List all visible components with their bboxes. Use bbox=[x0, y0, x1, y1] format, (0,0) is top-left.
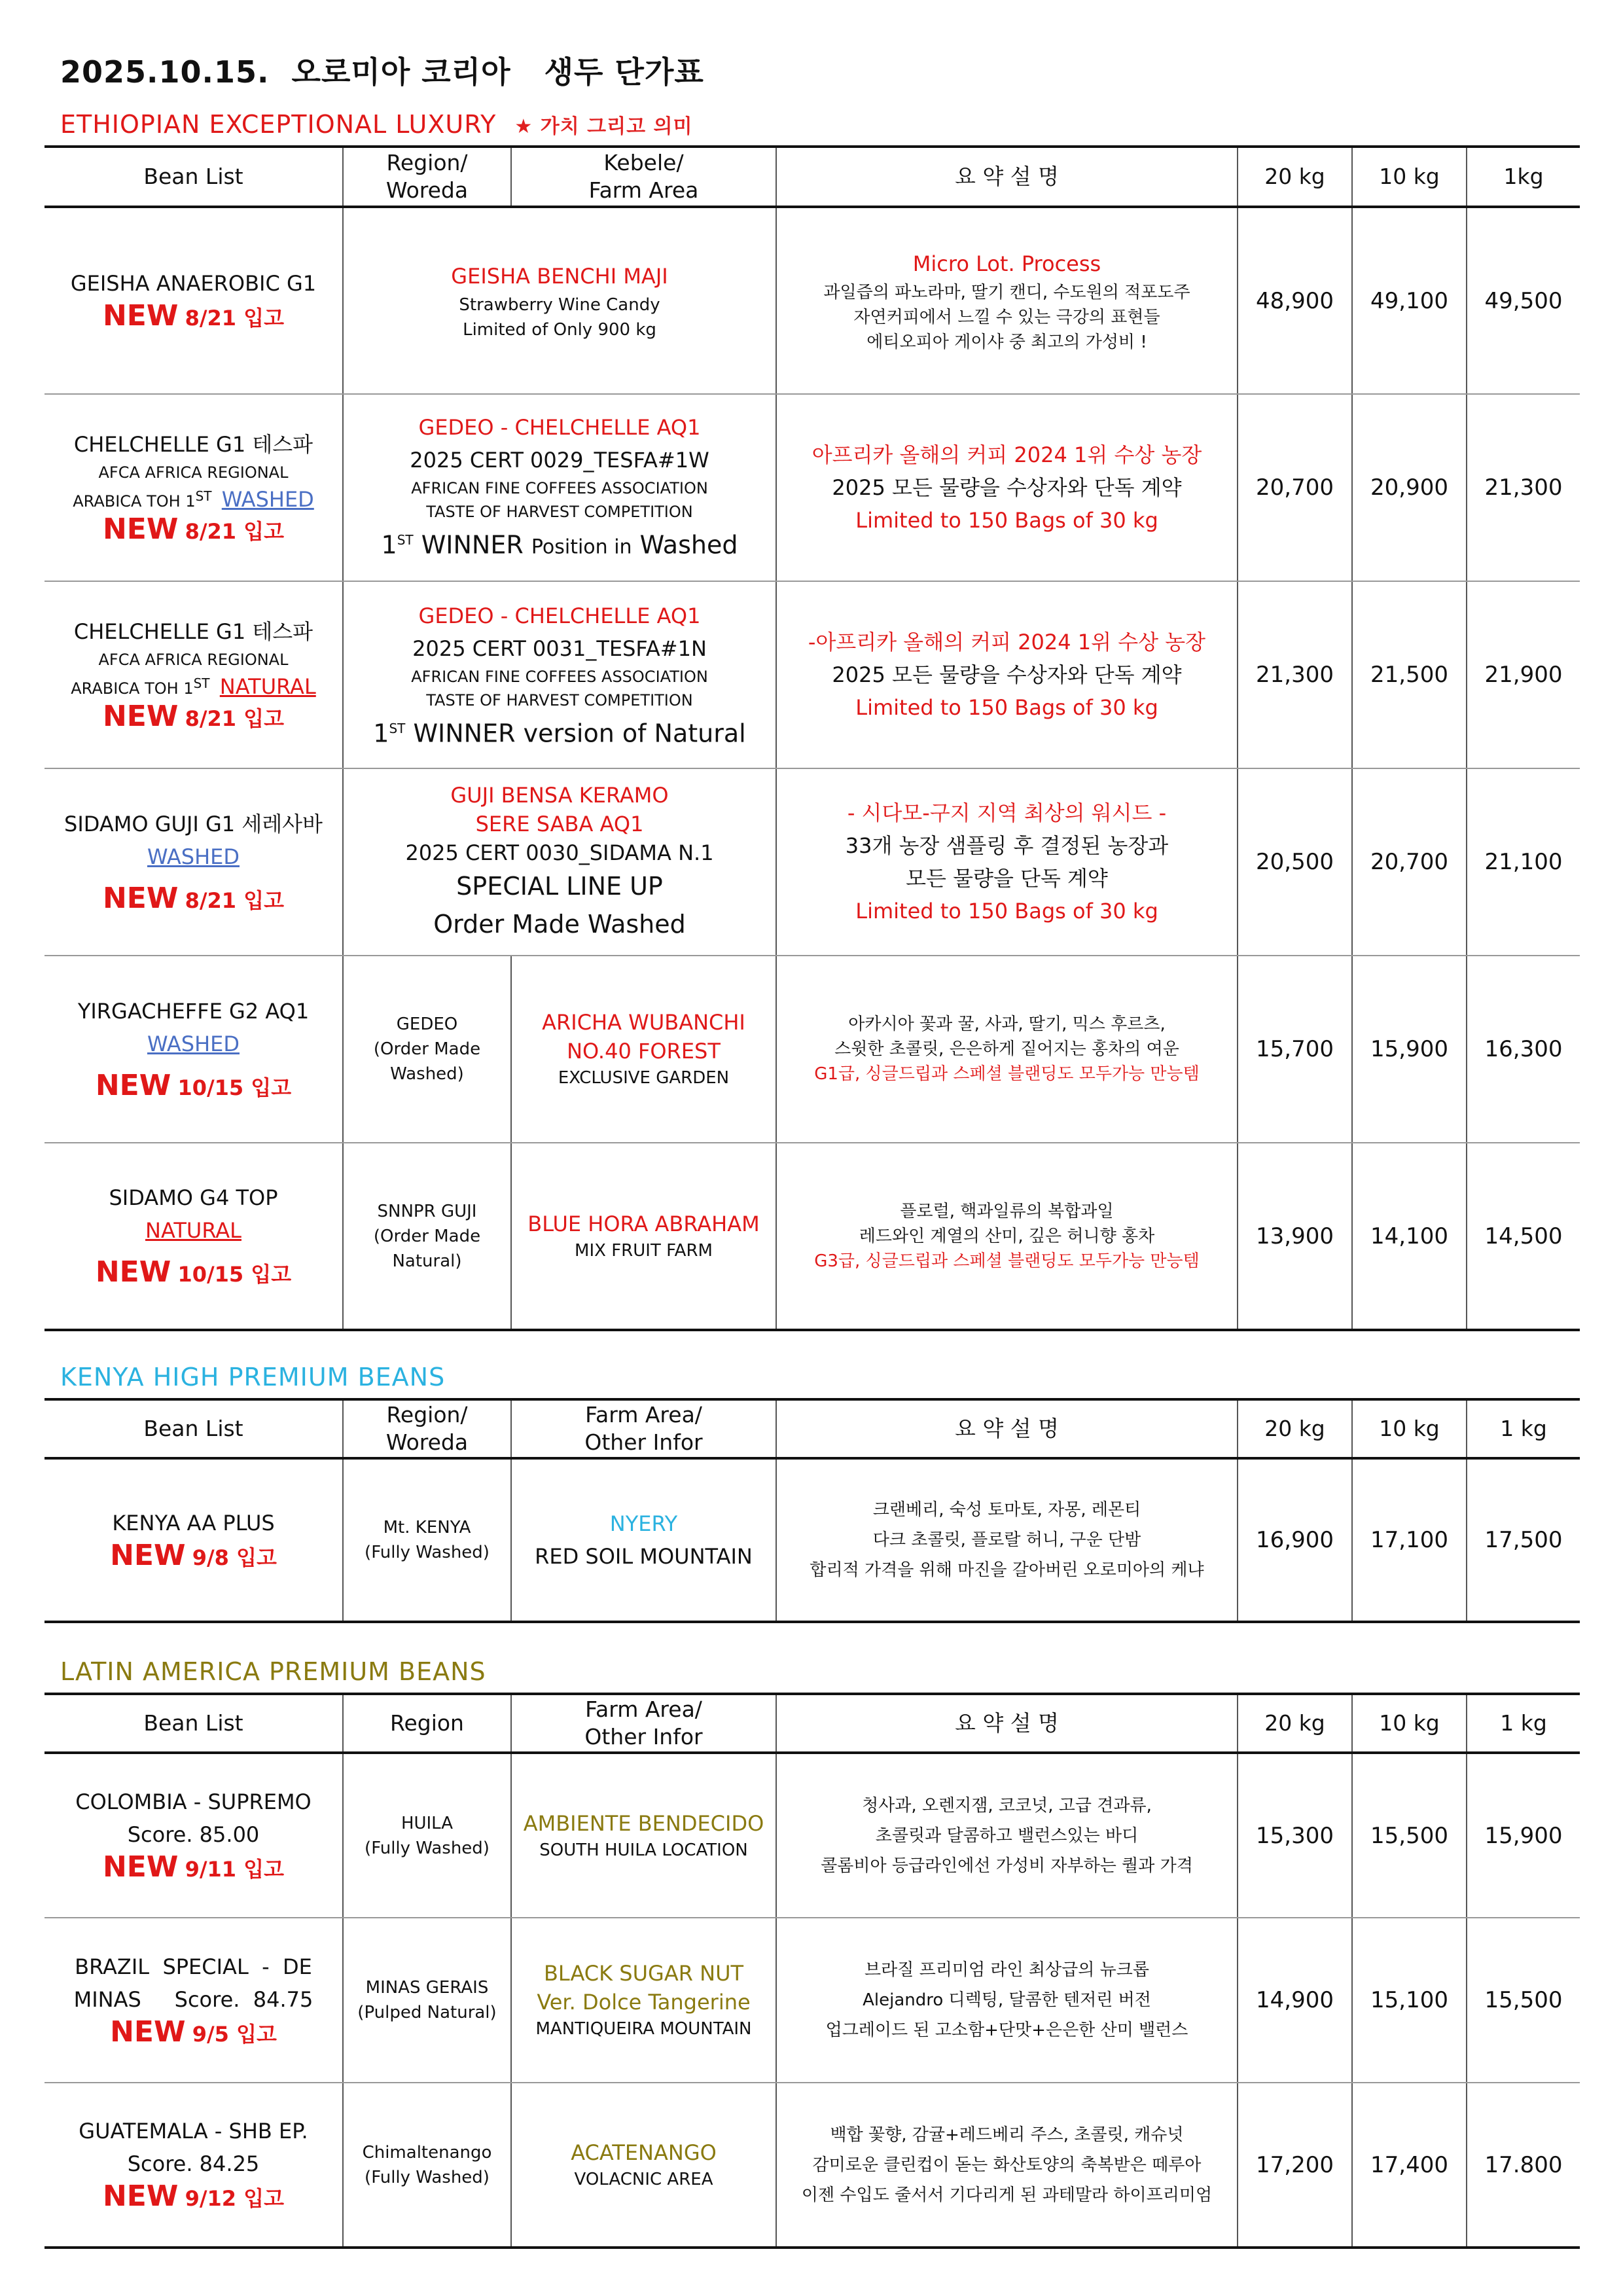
header-20kg: 20 kg bbox=[1238, 147, 1352, 207]
bean-name: BRAZIL SPECIAL - DE bbox=[75, 1954, 312, 1979]
desc-line: 33개 농장 샘플링 후 결정된 농장과 bbox=[845, 833, 1169, 858]
page-title: 2025.10.15. 오로미아 코리아 생두 단가표 bbox=[60, 54, 704, 90]
region-farm-cell bbox=[343, 768, 776, 956]
farm-name: NO.40 FOREST bbox=[567, 1039, 721, 1064]
region-cell bbox=[343, 1458, 511, 1622]
farm-name: BLUE HORA ABRAHAM bbox=[527, 1211, 760, 1236]
section-heading-latin-america bbox=[60, 1657, 486, 1686]
price-20kg: 14,900 bbox=[1238, 1918, 1352, 2083]
desc-line: 다크 초콜릿, 플로랄 허니, 구운 단밤 bbox=[872, 1530, 1141, 1550]
desc-line: 업그레이드 된 고소함+단맛+은은한 산미 밸런스 bbox=[825, 2020, 1188, 2040]
cert-number: 2025 CERT 0031_TESFA#1N bbox=[412, 636, 707, 662]
process-label: WASHED bbox=[221, 486, 314, 512]
farm-info: VOLACNIC AREA bbox=[574, 2169, 713, 2189]
desc-line: G3급, 싱글드립과 스페셜 블랜딩도 모두가능 만능템 bbox=[814, 1251, 1200, 1271]
header-description: 요 약 설 명 bbox=[776, 1694, 1238, 1753]
price-20kg: 15,700 bbox=[1238, 956, 1352, 1143]
new-badge: NEW bbox=[102, 1850, 179, 1884]
section-title: KENYA HIGH PREMIUM BEANS bbox=[60, 1363, 446, 1391]
farm-name: ACATENANGO bbox=[571, 2140, 717, 2165]
section-title: LATIN AMERICA PREMIUM BEANS bbox=[60, 1657, 486, 1686]
region-line: (Order Made bbox=[373, 1039, 481, 1059]
region-line: Chimaltenango bbox=[362, 2142, 492, 2162]
award-text: Position in bbox=[531, 535, 632, 559]
table-row bbox=[45, 207, 1580, 394]
region-cell bbox=[343, 1143, 511, 1330]
desc-line: Limited to 150 Bags of 30 kg bbox=[855, 695, 1158, 720]
farm-cell bbox=[511, 1143, 776, 1330]
description-cell bbox=[776, 1143, 1238, 1330]
arrival-date: 8/21 입고 bbox=[185, 706, 285, 731]
price-10kg: 17,100 bbox=[1352, 1458, 1467, 1622]
desc-line: Limited to 150 Bags of 30 kg bbox=[855, 508, 1158, 533]
region-line: (Fully Washed) bbox=[365, 1838, 490, 1858]
bean-name: CHELCHELLE G1 테스파 bbox=[73, 431, 313, 457]
price-table-ethiopia bbox=[45, 145, 1580, 1331]
desc-line: 초콜릿과 달콤하고 밸런스있는 바디 bbox=[875, 1825, 1139, 1846]
ordinal-sup: ST bbox=[193, 675, 210, 691]
farm-name: BLACK SUGAR NUT bbox=[543, 1961, 744, 1986]
region-farm-cell bbox=[343, 581, 776, 768]
region-line: GEDEO bbox=[396, 1014, 458, 1034]
region-farm-cell bbox=[343, 394, 776, 581]
bean-origin: ARABICA TOH 1 bbox=[71, 679, 194, 698]
price-1kg: 15,500 bbox=[1467, 1918, 1580, 2083]
desc-line: 레드와인 계열의 산미, 깊은 허니향 홍차 bbox=[859, 1226, 1155, 1246]
section-title: ETHIOPIAN EXCEPTIONAL LUXURY bbox=[60, 110, 497, 139]
farm-info: AFRICAN FINE COFFEES ASSOCIATION bbox=[411, 479, 708, 498]
header-20kg: 20 kg bbox=[1238, 1694, 1352, 1753]
award-rank: 1 bbox=[381, 530, 397, 560]
header-description: 요 약 설 명 bbox=[776, 147, 1238, 207]
desc-line: - 시다모-구지 지역 최상의 워시드 - bbox=[847, 800, 1167, 825]
desc-line: 에티오피아 게이샤 중 최고의 가성비 ! bbox=[866, 332, 1147, 352]
table-row bbox=[45, 2083, 1580, 2248]
header-farm: Kebele/ Farm Area bbox=[511, 147, 776, 207]
bean-origin: ARABICA TOH 1 bbox=[73, 492, 196, 511]
farm-name: AMBIENTE BENDECIDO bbox=[523, 1810, 764, 1836]
header-bean-list: Bean List bbox=[45, 1399, 343, 1458]
farm-name: GEDEO - CHELCHELLE AQ1 bbox=[418, 415, 701, 440]
cert-number: 2025 CERT 0030_SIDAMA N.1 bbox=[405, 840, 714, 865]
region-farm-cell bbox=[343, 207, 776, 394]
price-1kg: 21,300 bbox=[1467, 394, 1580, 581]
farm-info: SOUTH HUILA LOCATION bbox=[539, 1840, 748, 1860]
price-10kg: 20,700 bbox=[1352, 768, 1467, 956]
farm-info: Limited of Only 900 kg bbox=[463, 319, 656, 340]
arrival-date: 8/21 입고 bbox=[185, 888, 285, 913]
new-badge: NEW bbox=[95, 1068, 171, 1102]
section-subtitle: ★ 가치 그리고 의미 bbox=[514, 115, 693, 138]
region-line: (Pulped Natural) bbox=[357, 2003, 497, 2022]
farm-name: GEISHA BENCHI MAJI bbox=[451, 263, 668, 289]
desc-line: 아카시아 꽃과 꿀, 사과, 딸기, 믹스 후르츠, bbox=[848, 1014, 1166, 1034]
arrival-date: 8/21 입고 bbox=[185, 306, 285, 331]
new-badge: NEW bbox=[110, 1538, 186, 1572]
bean-name: SIDAMO GUJI G1 세레사바 bbox=[64, 811, 323, 836]
farm-name: ARICHA WUBANCHI bbox=[542, 1010, 745, 1035]
region-cell bbox=[343, 1753, 511, 1918]
table-row bbox=[45, 394, 1580, 581]
header-1kg: 1 kg bbox=[1467, 1694, 1580, 1753]
price-10kg: 14,100 bbox=[1352, 1143, 1467, 1330]
new-badge: NEW bbox=[110, 2015, 186, 2049]
desc-line: Micro Lot. Process bbox=[912, 251, 1101, 276]
process-label: WASHED bbox=[147, 1031, 240, 1056]
price-20kg: 20,500 bbox=[1238, 768, 1352, 956]
table-row bbox=[45, 1458, 1580, 1622]
desc-line: -아프리카 올해의 커피 2024 1위 수상 농장 bbox=[808, 630, 1206, 655]
farm-info: MANTIQUEIRA MOUNTAIN bbox=[535, 2019, 752, 2039]
bean-cell bbox=[45, 1143, 343, 1330]
price-20kg: 15,300 bbox=[1238, 1753, 1352, 1918]
farm-name: Ver. Dolce Tangerine bbox=[537, 1990, 751, 2015]
ordinal-sup: ST bbox=[397, 532, 414, 548]
award-text: WINNER version of Natural bbox=[413, 719, 746, 748]
desc-line: 이젠 수입도 줄서서 기다리게 된 과테말라 하이프리미엄 bbox=[801, 2185, 1213, 2205]
desc-line: 브라질 프리미엄 라인 최상급의 뉴크롭 bbox=[865, 1960, 1149, 1980]
desc-line: 자연커피에서 느낄 수 있는 극강의 표현들 bbox=[853, 307, 1160, 327]
desc-line: 백합 꽃향, 감귤+레드베리 주스, 초콜릿, 캐슈넛 bbox=[830, 2125, 1184, 2145]
description-cell bbox=[776, 1918, 1238, 2083]
table-row bbox=[45, 1143, 1580, 1330]
arrival-date: 10/15 입고 bbox=[177, 1262, 292, 1287]
cert-number: 2025 CERT 0029_TESFA#1W bbox=[410, 448, 709, 473]
farm-name: SERE SABA AQ1 bbox=[475, 812, 644, 836]
desc-line: 2025 모든 물량을 수상자와 단독 계약 bbox=[832, 475, 1182, 500]
bean-cell bbox=[45, 956, 343, 1143]
farm-info: AFRICAN FINE COFFEES ASSOCIATION bbox=[411, 668, 708, 687]
description-cell bbox=[776, 2083, 1238, 2248]
bean-name: COLOMBIA - SUPREMO bbox=[75, 1789, 312, 1814]
bean-cell bbox=[45, 1753, 343, 1918]
price-1kg: 16,300 bbox=[1467, 956, 1580, 1143]
bean-score: Score. 85.00 bbox=[127, 1822, 260, 1847]
description-cell bbox=[776, 207, 1238, 394]
bean-cell bbox=[45, 1458, 343, 1622]
arrival-date: 9/11 입고 bbox=[185, 1857, 285, 1882]
price-20kg: 20,700 bbox=[1238, 394, 1352, 581]
farm-cell bbox=[511, 2083, 776, 2248]
line-info: Order Made Washed bbox=[433, 910, 686, 939]
header-bean-list: Bean List bbox=[45, 147, 343, 207]
ordinal-sup: ST bbox=[195, 488, 212, 504]
bean-name: GEISHA ANAEROBIC G1 bbox=[70, 271, 317, 296]
award-text: Washed bbox=[639, 530, 738, 560]
price-20kg: 16,900 bbox=[1238, 1458, 1352, 1622]
region-cell bbox=[343, 1918, 511, 2083]
bean-origin: AFCA AFRICA REGIONAL bbox=[98, 650, 289, 669]
price-10kg: 15,900 bbox=[1352, 956, 1467, 1143]
farm-info: RED SOIL MOUNTAIN bbox=[535, 1544, 753, 1569]
line-info: SPECIAL LINE UP bbox=[456, 872, 663, 901]
desc-line: Limited to 150 Bags of 30 kg bbox=[855, 899, 1158, 924]
desc-line: 콜롬비아 등급라인에선 가성비 자부하는 퀄과 가격 bbox=[821, 1856, 1193, 1876]
price-10kg: 17,400 bbox=[1352, 2083, 1467, 2248]
desc-line: 과일즙의 파노라마, 딸기 캔디, 수도원의 적포도주 bbox=[823, 282, 1190, 302]
region-cell bbox=[343, 956, 511, 1143]
desc-line: 청사과, 오렌지잼, 코코넛, 고급 견과류, bbox=[862, 1795, 1152, 1816]
arrival-date: 9/5 입고 bbox=[192, 2021, 277, 2047]
bean-name: CHELCHELLE G1 테스파 bbox=[73, 619, 313, 644]
region-line: (Fully Washed) bbox=[365, 2167, 490, 2187]
bean-cell bbox=[45, 1918, 343, 2083]
bean-name: YIRGACHEFFE G2 AQ1 bbox=[77, 998, 310, 1024]
table-row bbox=[45, 1918, 1580, 2083]
new-badge: NEW bbox=[95, 1255, 171, 1289]
price-10kg: 15,500 bbox=[1352, 1753, 1467, 1918]
description-cell bbox=[776, 1458, 1238, 1622]
award-rank: 1 bbox=[373, 719, 389, 748]
region-line: HUILA bbox=[401, 1813, 454, 1833]
table-row bbox=[45, 768, 1580, 956]
header-bean-list: Bean List bbox=[45, 1694, 343, 1753]
price-1kg: 14,500 bbox=[1467, 1143, 1580, 1330]
desc-line: 크랜베리, 숙성 토마토, 자몽, 레몬티 bbox=[872, 1500, 1141, 1520]
price-table-latin-america bbox=[45, 1693, 1580, 2249]
price-table-kenya bbox=[45, 1398, 1580, 1623]
new-badge: NEW bbox=[102, 299, 179, 332]
price-1kg: 21,100 bbox=[1467, 768, 1580, 956]
new-badge: NEW bbox=[102, 2179, 179, 2213]
price-1kg: 21,900 bbox=[1467, 581, 1580, 768]
region-cell bbox=[343, 2083, 511, 2248]
desc-line: 아프리카 올해의 커피 2024 1위 수상 농장 bbox=[812, 442, 1202, 467]
farm-cell bbox=[511, 956, 776, 1143]
price-1kg: 49,500 bbox=[1467, 207, 1580, 394]
new-badge: NEW bbox=[102, 512, 179, 546]
header-region: Region/ Woreda bbox=[343, 147, 511, 207]
header-description: 요 약 설 명 bbox=[776, 1399, 1238, 1458]
farm-info: Strawberry Wine Candy bbox=[459, 295, 660, 315]
process-label: NATURAL bbox=[145, 1218, 241, 1243]
description-cell bbox=[776, 1753, 1238, 1918]
header-10kg: 10 kg bbox=[1352, 1694, 1467, 1753]
price-10kg: 15,100 bbox=[1352, 1918, 1467, 2083]
bean-name: GUATEMALA - SHB EP. bbox=[79, 2119, 308, 2144]
header-10kg: 10 kg bbox=[1352, 147, 1467, 207]
bean-cell bbox=[45, 581, 343, 768]
header-farm: Farm Area/ Other Infor bbox=[511, 1694, 776, 1753]
farm-cell bbox=[511, 1753, 776, 1918]
table-row bbox=[45, 1753, 1580, 1918]
new-badge: NEW bbox=[102, 699, 179, 733]
table-row bbox=[45, 581, 1580, 768]
farm-info: EXCLUSIVE GARDEN bbox=[558, 1068, 730, 1088]
bean-origin: AFCA AFRICA REGIONAL bbox=[98, 463, 289, 482]
farm-info: TASTE OF HARVEST COMPETITION bbox=[426, 503, 693, 522]
bean-cell bbox=[45, 207, 343, 394]
arrival-date: 9/8 입고 bbox=[192, 1545, 277, 1570]
price-20kg: 13,900 bbox=[1238, 1143, 1352, 1330]
farm-info: TASTE OF HARVEST COMPETITION bbox=[426, 691, 693, 710]
farm-name: GEDEO - CHELCHELLE AQ1 bbox=[418, 603, 701, 629]
description-cell bbox=[776, 581, 1238, 768]
region-line: SNNPR GUJI bbox=[377, 1201, 477, 1221]
desc-line: 합리적 가격을 위해 마진을 갈아버린 오로미아의 케냐 bbox=[810, 1560, 1204, 1580]
table-row bbox=[45, 956, 1580, 1143]
price-1kg: 17.800 bbox=[1467, 2083, 1580, 2248]
bean-cell bbox=[45, 2083, 343, 2248]
price-10kg: 20,900 bbox=[1352, 394, 1467, 581]
price-10kg: 21,500 bbox=[1352, 581, 1467, 768]
ordinal-sup: ST bbox=[389, 721, 406, 737]
section-heading-kenya bbox=[60, 1363, 445, 1391]
section-heading-ethiopia bbox=[60, 110, 693, 139]
desc-line: 스윗한 초콜릿, 은은하게 짙어지는 홍차의 여운 bbox=[834, 1039, 1179, 1059]
farm-name: NYERY bbox=[609, 1511, 678, 1536]
region-line: MINAS GERAIS bbox=[365, 1978, 489, 1998]
arrival-date: 10/15 입고 bbox=[177, 1075, 292, 1100]
bean-cell bbox=[45, 768, 343, 956]
desc-line: 모든 물량을 단독 계약 bbox=[906, 866, 1108, 891]
bean-score: MINAS Score. 84.75 bbox=[73, 1986, 313, 2012]
bean-name: KENYA AA PLUS bbox=[112, 1510, 275, 1535]
region-line: Mt. KENYA bbox=[383, 1518, 471, 1537]
bean-name: SIDAMO G4 TOP bbox=[109, 1185, 278, 1210]
desc-line: 2025 모든 물량을 수상자와 단독 계약 bbox=[832, 662, 1182, 687]
process-label: WASHED bbox=[147, 844, 240, 869]
region-line: (Order Made bbox=[373, 1226, 481, 1246]
region-line: (Fully Washed) bbox=[365, 1543, 490, 1562]
header-1kg: 1 kg bbox=[1467, 1399, 1580, 1458]
price-1kg: 17,500 bbox=[1467, 1458, 1580, 1622]
price-20kg: 21,300 bbox=[1238, 581, 1352, 768]
bean-score: Score. 84.25 bbox=[127, 2151, 260, 2176]
farm-info: MIX FRUIT FARM bbox=[575, 1240, 713, 1261]
header-10kg: 10 kg bbox=[1352, 1399, 1467, 1458]
price-10kg: 49,100 bbox=[1352, 207, 1467, 394]
region-line: Natural) bbox=[392, 1251, 462, 1271]
header-region: Region bbox=[343, 1694, 511, 1753]
header-1kg: 1kg bbox=[1467, 147, 1580, 207]
desc-line: 감미로운 클린컵이 돋는 화산토양의 축복받은 떼루아 bbox=[812, 2155, 1202, 2175]
process-label: NATURAL bbox=[219, 673, 316, 699]
header-farm: Farm Area/ Other Infor bbox=[511, 1399, 776, 1458]
desc-line: G1급, 싱글드립과 스페셜 블랜딩도 모두가능 만능템 bbox=[814, 1064, 1200, 1084]
award-text: WINNER bbox=[421, 530, 524, 560]
farm-name: GUJI BENSA KERAMO bbox=[450, 783, 669, 808]
desc-line: Alejandro 디렉팅, 달콤한 텐저린 버전 bbox=[863, 1990, 1151, 2010]
region-line: Washed) bbox=[390, 1064, 464, 1084]
arrival-date: 9/12 입고 bbox=[185, 2186, 285, 2211]
price-1kg: 15,900 bbox=[1467, 1753, 1580, 1918]
new-badge: NEW bbox=[102, 881, 179, 915]
description-cell bbox=[776, 394, 1238, 581]
arrival-date: 8/21 입고 bbox=[185, 518, 285, 544]
price-20kg: 48,900 bbox=[1238, 207, 1352, 394]
price-20kg: 17,200 bbox=[1238, 2083, 1352, 2248]
description-cell bbox=[776, 956, 1238, 1143]
header-region: Region/ Woreda bbox=[343, 1399, 511, 1458]
bean-cell bbox=[45, 394, 343, 581]
farm-cell bbox=[511, 1918, 776, 2083]
desc-line: 플로럴, 핵과일류의 복합과일 bbox=[900, 1201, 1114, 1221]
farm-cell bbox=[511, 1458, 776, 1622]
description-cell bbox=[776, 768, 1238, 956]
header-20kg: 20 kg bbox=[1238, 1399, 1352, 1458]
